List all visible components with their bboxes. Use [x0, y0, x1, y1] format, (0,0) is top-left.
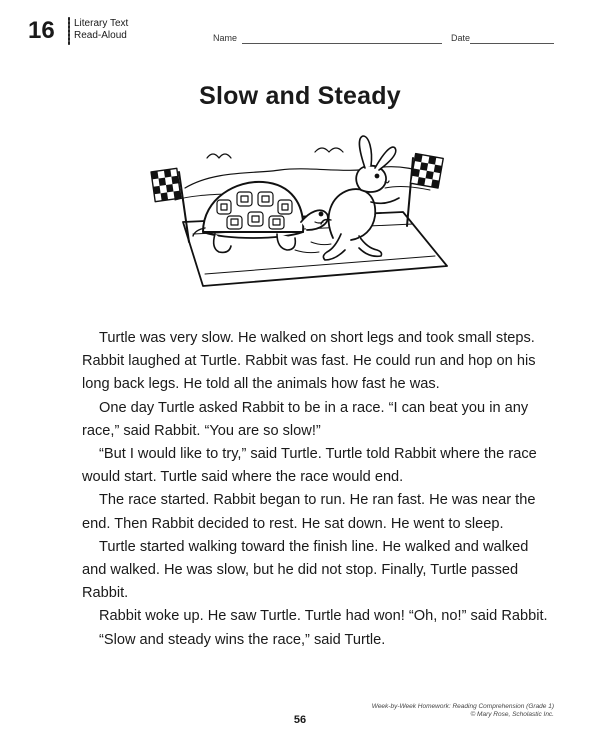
date-label: Date: [451, 33, 471, 43]
story-text: [82, 327, 552, 652]
story-paragraph-7: “Slow and steady wins the race,” said Turtle.: [99, 631, 386, 648]
lesson-type-line1: Literary Text: [74, 18, 129, 29]
lesson-type-line2: Read-Aloud: [74, 30, 127, 41]
lesson-type: [74, 18, 128, 42]
story-paragraph-5: Turtle started walking toward the finish line. He walked and walked and walked. He was slow, but he did not stop. Finally, Turtle passed Rabbit.: [82, 538, 529, 602]
page-title: Slow and Steady: [199, 82, 401, 110]
turtle-rabbit-race-illustration: [145, 130, 455, 310]
page-number: 56: [293, 714, 307, 726]
lesson-number: 16: [28, 17, 55, 44]
name-label: Name: [213, 33, 238, 43]
worksheet-header: [0, 0, 600, 50]
name-field[interactable]: [242, 43, 442, 44]
credit-line-2: © Mary Rose, Scholastic Inc.: [470, 711, 554, 718]
story-paragraph-6: Rabbit woke up. He saw Turtle. Turtle had won! “Oh, no!” said Rabbit.: [99, 608, 548, 625]
left-checkered-flag: [151, 168, 181, 201]
date-field[interactable]: [470, 43, 554, 44]
story-paragraph-3: “But I would like to try,” said Turtle. Turtle told Rabbit where the race would start. Turtle said where the race would end.: [82, 446, 537, 486]
story-paragraph-1: Turtle was very slow. He walked on short legs and took small steps. Rabbit laughed at Turtle. Rabbit was fast. He could run and hop on his long back legs. He told all the animals how fast he was.: [82, 330, 536, 393]
dotted-divider: [68, 17, 70, 45]
credit-line-1: Week-by-Week Homework: Reading Comprehension (Grade 1): [371, 703, 554, 710]
story-paragraph-2: One day Turtle asked Rabbit to be in a race. “I can beat you in any race,” said Rabbit. “You are so slow!”: [82, 399, 529, 439]
story-paragraph-4: The race started. Rabbit began to run. He ran fast. He was near the end. Then Rabbit decided to rest. He sat down. He went to sleep.: [82, 492, 536, 532]
